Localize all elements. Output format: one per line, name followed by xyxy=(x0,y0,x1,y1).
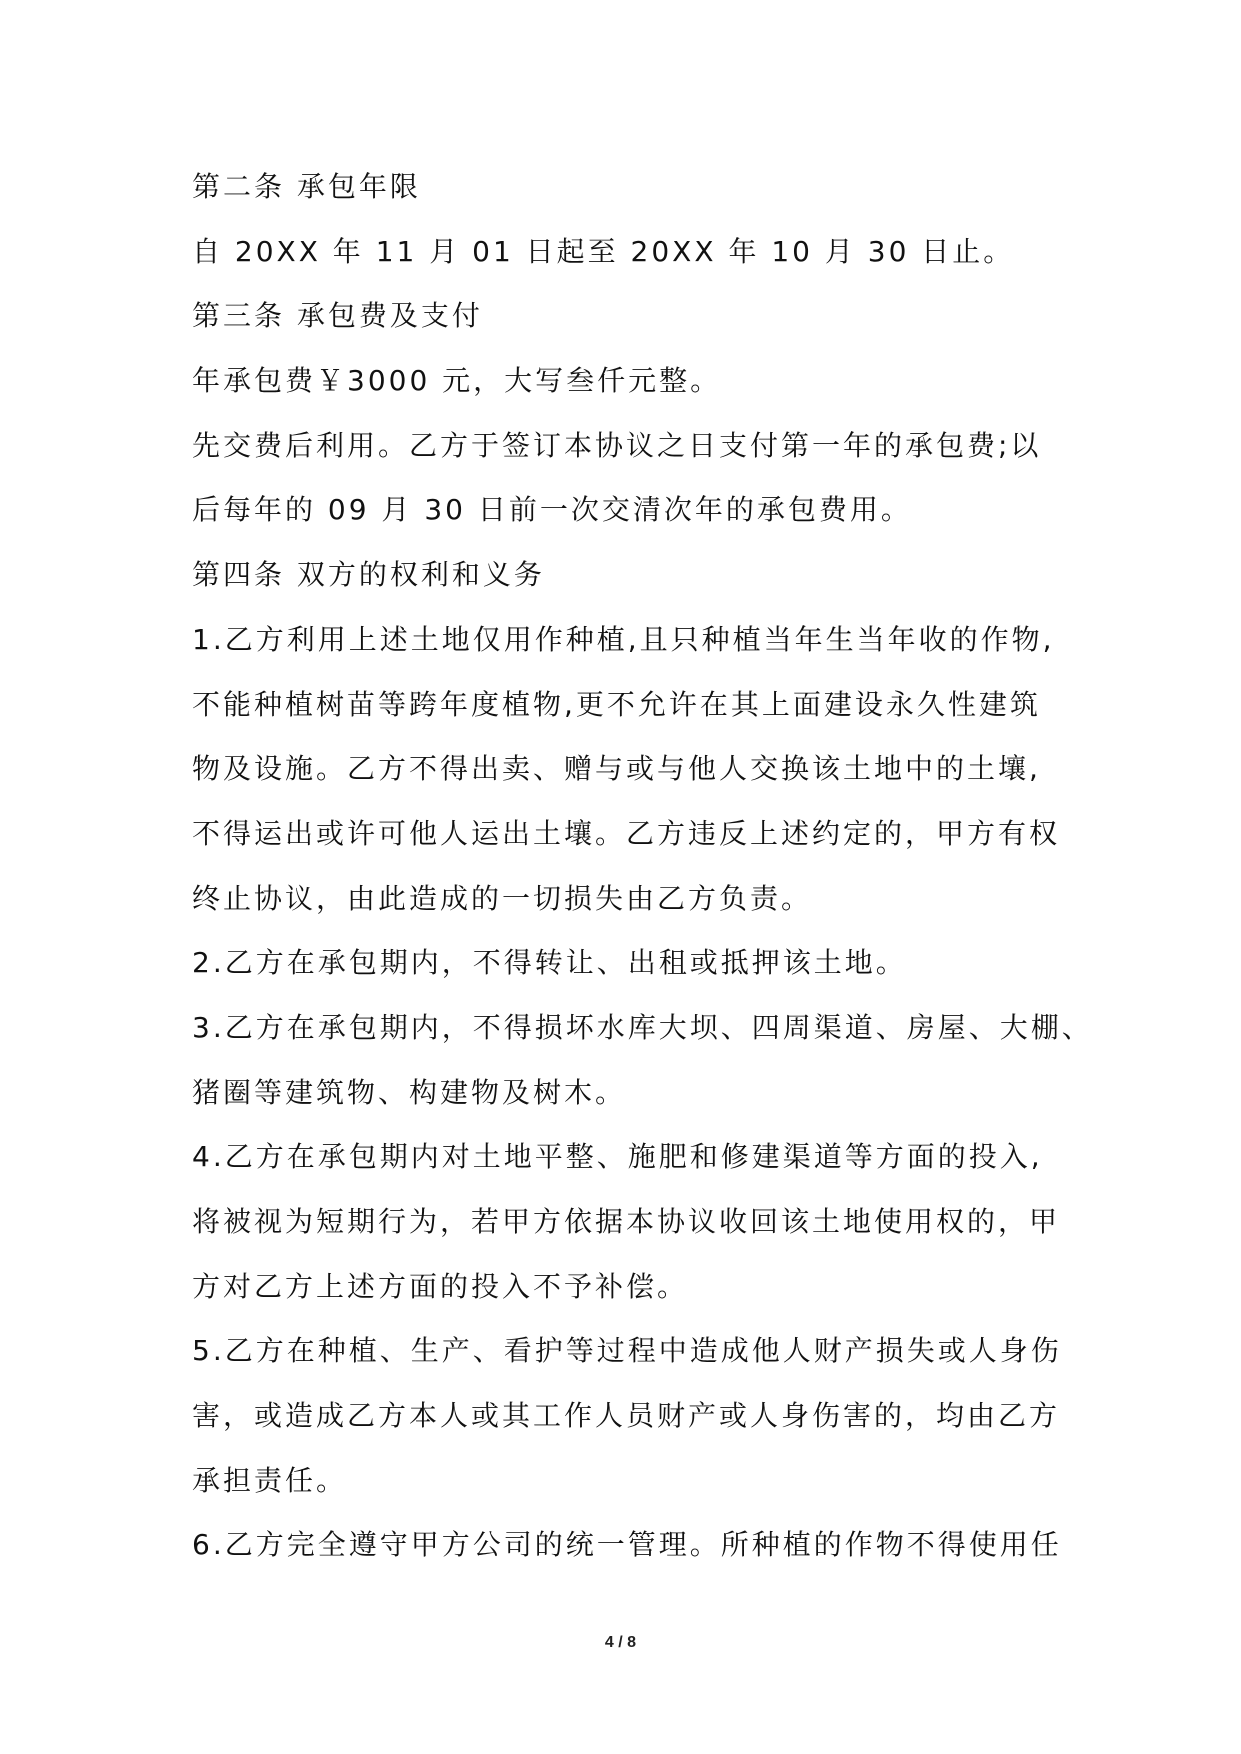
article-4-heading: 第四条 双方的权利和义务 xyxy=(192,558,545,592)
paragraph-line: 2.乙方在承包期内，不得转让、出租或抵押该土地。 xyxy=(192,946,907,980)
paragraph-line: 5.乙方在种植、生产、看护等过程中造成他人财产损失或人身伤 xyxy=(192,1334,1062,1368)
page-number: 4 / 8 xyxy=(604,1634,637,1651)
article-3-heading: 第三条 承包费及支付 xyxy=(192,299,483,333)
paragraph-line: 终止协议，由此造成的一切损失由乙方负责。 xyxy=(192,881,813,915)
paragraph-line: 先交费后利用。乙方于签订本协议之日支付第一年的承包费;以 xyxy=(192,428,1042,462)
paragraph-line: 不能种植树苗等跨年度植物,更不允许在其上面建设永久性建筑 xyxy=(192,687,1041,721)
paragraph-line: 不得运出或许可他人运出土壤。乙方违反上述约定的，甲方有权 xyxy=(192,816,1061,850)
paragraph-line: 6.乙方完全遵守甲方公司的统一管理。所种植的作物不得使用任 xyxy=(192,1528,1062,1562)
document-body xyxy=(192,155,1093,1578)
paragraph-line: 年承包费￥3000 元，大写叁仟元整。 xyxy=(192,364,722,398)
article-2-heading: 第二条 承包年限 xyxy=(192,170,421,203)
paragraph-line: 4.乙方在承包期内对土地平整、施肥和修建渠道等方面的投入, xyxy=(192,1140,1043,1174)
paragraph-line: 猪圈等建筑物、构建物及树木。 xyxy=(192,1075,627,1109)
paragraph-line: 自 20XX 年 11 月 01 日起至 20XX 年 10 月 30 日止。 xyxy=(192,234,1015,268)
paragraph-line: 害，或造成乙方本人或其工作人员财产或人身伤害的，均由乙方 xyxy=(192,1399,1061,1433)
paragraph-line: 1.乙方利用上述土地仅用作种植,且只种植当年生当年收的作物, xyxy=(192,622,1055,656)
paragraph-line: 3.乙方在承包期内，不得损坏水库大坝、四周渠道、房屋、大棚、 xyxy=(192,1010,1093,1044)
paragraph-line: 承担责任。 xyxy=(192,1463,348,1497)
paragraph-line: 方对乙方上述方面的投入不予补偿。 xyxy=(192,1269,689,1303)
paragraph-line: 将被视为短期行为，若甲方依据本协议收回该土地使用权的，甲 xyxy=(192,1205,1061,1238)
paragraph-line: 物及设施。乙方不得出卖、赠与或与他人交换该土地中的土壤, xyxy=(192,752,1041,786)
paragraph-line: 后每年的 09 月 30 日前一次交清次年的承包费用。 xyxy=(192,493,912,527)
